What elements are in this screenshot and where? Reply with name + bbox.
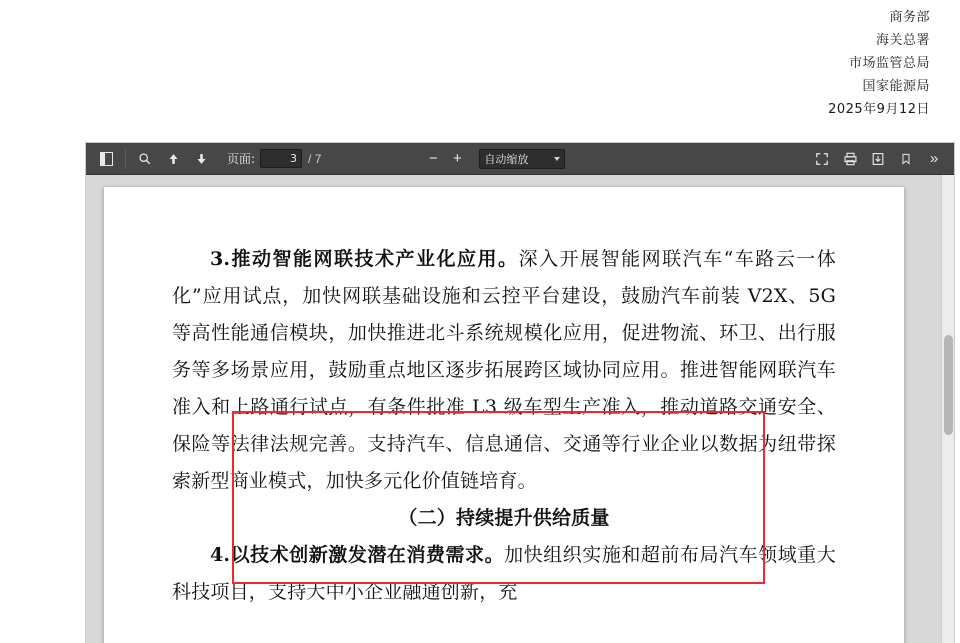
arrow-up-icon: [167, 152, 180, 166]
search-icon: [138, 152, 152, 166]
bookmark-icon: [900, 152, 912, 166]
vertical-scrollbar[interactable]: [941, 175, 954, 643]
printer-icon: [843, 152, 858, 166]
pdf-viewer: [86, 143, 954, 643]
page-count-label: / 7: [308, 151, 322, 166]
chevron-down-icon: [554, 157, 560, 161]
sidebar-toggle-button[interactable]: [93, 147, 119, 171]
zoom-out-button[interactable]: −: [429, 150, 438, 167]
next-page-button[interactable]: [188, 147, 214, 171]
toolbar-divider: [125, 149, 126, 169]
zoom-controls: [421, 148, 565, 170]
signatory-line: 海关总署: [875, 33, 930, 48]
find-button[interactable]: [132, 147, 158, 171]
signatory-line: 市场监管总局: [848, 56, 930, 71]
page-number-input[interactable]: [260, 149, 302, 168]
pdf-document-area[interactable]: [86, 175, 954, 643]
paragraph-3-lead: 3.推动智能网联技术产业化应用。: [210, 248, 519, 270]
section-heading: （二）持续提升供给质量: [398, 507, 610, 529]
download-icon: [871, 152, 885, 166]
pdf-toolbar: [86, 143, 954, 175]
zoom-level-select[interactable]: [479, 149, 565, 169]
document-signature-block: [828, 6, 930, 121]
zoom-in-button[interactable]: +: [453, 150, 462, 167]
more-tools-button[interactable]: »: [929, 150, 939, 167]
paragraph-4-lead: 4.以技术创新激发潜在消费需求。: [210, 544, 505, 566]
page-number-label: 页面:: [227, 152, 256, 166]
paragraph-3: [172, 241, 836, 500]
presentation-mode-button[interactable]: [809, 147, 835, 171]
print-button[interactable]: [837, 147, 863, 171]
sidebar-icon: [100, 152, 113, 166]
paragraph-4: [172, 537, 836, 611]
save-button[interactable]: [865, 147, 891, 171]
fullscreen-icon: [815, 152, 829, 166]
signatory-line: 国家能源局: [862, 79, 930, 94]
zoom-level-value: 自动缩放: [484, 152, 529, 166]
paragraph-3-body: 深入开展智能网联汽车“车路云一体化”应用试点，加快网联基础设施和云控平台建设，鼓励汽车前装 V2X、5G 等高性能通信模块，加快推进北斗系统规模化应用，促进物流、环卫、出行服务等多场景应用，鼓励重点地区逐步拓展跨区域协同应用。推进智能网联汽车准入和上路通行试点，有条件批准 L3 级车型生产准入，推动道路交通安全、保险等法律法规完善。支持汽车、信息通信、交通等行业企业以数据为纽带探索新型商业模式，加快多元化价值链培育。: [172, 248, 836, 492]
page-text-content: [104, 187, 904, 611]
bookmark-button[interactable]: [893, 147, 919, 171]
toolbar-right-group: [808, 147, 948, 171]
paragraph-4-body: 加快组织实施和超前布局汽车领域重大科技项目，支持大中小企业融通创新，充: [172, 544, 836, 603]
signature-date: 2025年9月12日: [828, 102, 930, 117]
scrollbar-thumb[interactable]: [944, 335, 953, 435]
previous-page-button[interactable]: [160, 147, 186, 171]
pdf-page: [104, 187, 904, 643]
arrow-down-icon: [195, 152, 208, 166]
signatory-line: 商务部: [889, 10, 930, 25]
